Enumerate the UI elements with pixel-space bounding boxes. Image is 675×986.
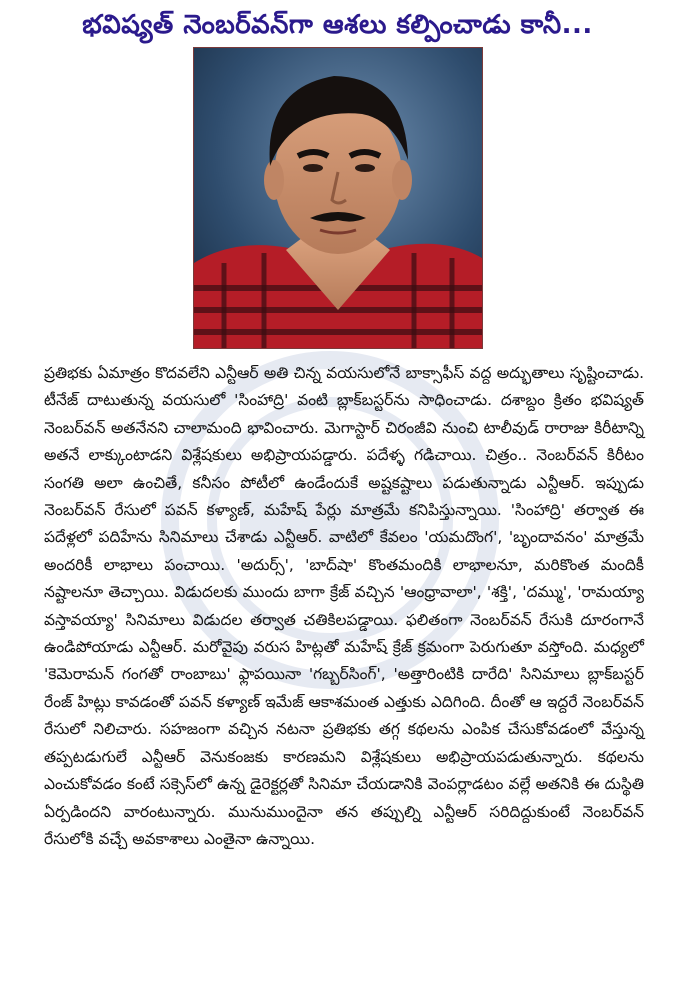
article-body: ప్రతిభకు ఏమాత్రం కొదవలేని ఎన్టీఆర్ అతి చిన్న వయసులోనే బాక్సాఫీస్ వద్ద అద్భుతాలు సృష్టించాడు. టీనేజ్ దాటుతున్న వయసులో 'సింహాద్రి' వంటి బ్లాక్‌బస్టర్‌ను సాధించాడు. దశాబ్దం క్రితం భవిష్యత్ నెంబర్‌వన్ అతనేనని చాలామంది భావించారు. మెగాస్టార్ చిరంజీవి నుంచి టాలీవుడ్ రారాజు కిరీటాన్ని అతనే లాక్కుంటాడని విశ్లేషకులు అభిప్రాయపడ్డారు. పదేళ్ళ గడిచాయి. చిత్రం.. నెంబర్‌వన్ కిరీటం సంగతి అలా ఉంచితే, కనీసం పోటీలో ఉండేందుకే అష్టకష్టాలు పడుతున్నాడు ఎన్టీఆర్. ఇప్పుడు నెంబర్‌వన్ రేసులో పవన్ కళ్యాణ్, మహేష్ పేర్లు మాత్రమే కనిపిస్తున్నాయి. 'సింహాద్రి' తర్వాత ఈ పదేళ్లలో పదిహేను సినిమాలు చేశాడు ఎన్టీఆర్. వాటిలో కేవలం 'యమదొంగ', 'బృందావనం' మాత్రమే అందరికీ లాభాలు పంచాయి. 'అదుర్స్', 'బాద్‌షా' కొంతమందికి లాభాలనూ, మరికొంత మందికీ నష్టాలనూ తెచ్చాయి. విడుదలకు ముందు బాగా క్రేజ్ వచ్చిన 'ఆంధ్రావాలా', 'శక్తి', 'దమ్ము', 'రామయ్యా వస్తావయ్యా' సినిమాలు విడుదల తర్వాత చతికిలపడ్డాయి. ఫలితంగా నెంబర్‌వన్ రేసుకి దూరంగానే ఉండిపోయాడు ఎన్టీఆర్. మరోవైపు వరుస హిట్లతో మహేష్ క్రేజ్ క్రమంగా పెరుగుతూ వస్తోంది. మధ్యలో 'కెమెరామన్ గంగతో రాంబాబు' ఫ్లాపయినా 'గబ్బర్‌సింగ్', 'అత్తారింటికి దారేది' సినిమాలు బ్లాక్‌బస్టర్ రేంజ్ హిట్లు కావడంతో పవన్ కళ్యాణ్ ఇమేజ్ ఆకాశమంత ఎత్తుకు ఎదిగింది. దీంతో ఆ ఇద్దరే నెంబర్‌వన్ రేసులో నిలిచారు. సహజంగా వచ్చిన నటనా ప్రతిభకు తగ్గ కథలను ఎంపిక చేసుకోవడంలో వేస్తున్న తప్పటడుగులే ఎన్టీఆర్ వెనుకంజకు కారణమని విశ్లేషకులు అభిప్రాయపడుతున్నారు. కథలను ఎంచుకోవడం కంటే సక్సెస్‌లో ఉన్న డైరెక్టర్లతో సినిమా చేయడానికి వెంపర్లాడటం వల్లే అతనికి ఈ దుస్థితి ఏర్పడిందని వారంటున్నారు. మునుముందైనా తన తప్పుల్ని ఎన్టీఆర్ సరిదిద్దుకుంటే నెంబర్‌వన్ రేసులోకి వచ్చే అవకాశాలు ఎంతైనా ఉన్నాయి. [44, 364, 644, 848]
portrait-photo [193, 47, 483, 349]
article-headline: భవిష్యత్ నెంబర్‌వన్‌గా ఆశలు కల్పించాడు కానీ... [82, 10, 593, 40]
portrait-illustration [194, 48, 482, 348]
